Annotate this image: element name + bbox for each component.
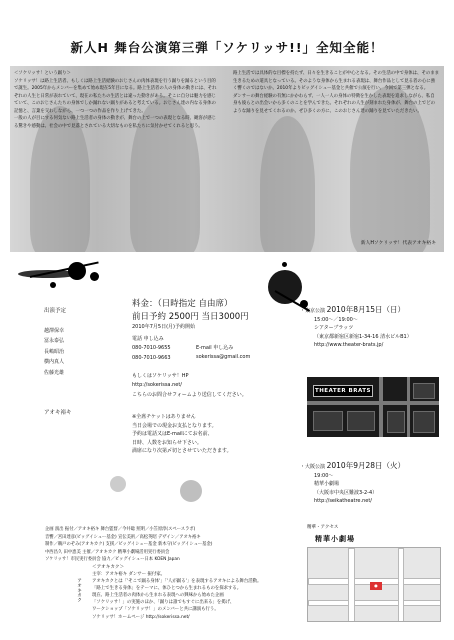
map-road (379, 377, 383, 437)
theater-brats-sign: THEATER BRATS (313, 385, 373, 397)
map-block (387, 411, 405, 433)
osaka-date: 2010年9月28日（火） (326, 461, 406, 470)
note-line: 満席になり次第〆切とさせていただきます。 (132, 448, 232, 455)
note-line: 予約は電話又はE-mailにてお名前、 (132, 431, 213, 438)
ink-splatter (268, 270, 302, 304)
cast-label: 出演予定 (44, 308, 67, 314)
intro-text-right: 路上生活では具体的な目標を持たず、日々を生きることが中心となる。その生活の中で身体は、そのまま生きるための道具となっている。そのような身体から生まれる表現は、舞台作品として見る者の心に強く響くのではないか。2010年よりビッグイシュー基金と共催で公演を行い、今回で第三弾となる。 ダンサーの舞台経験の有無にかかわらず、一人一人の身体の特徴を生かした表現を追求しながら、私自身も彼らとの出会いから多くのことを学んできた。それぞれの人生が刻まれた身体が、舞台の上でどのような踊りを見せてくれるのか。ぜひ多くの方に、このおじさん達の踊りを見ていただきたい。 (233, 71, 440, 114)
ticket-price: 前日予約 2500円 当日3000円 (132, 312, 249, 322)
about-text: 主宰：アオキ裕キ ダンサー 振付家。 アオキカクとは「'そこで踊る身体'」「'人が踊る'」を表現するアオキによる舞台活動。 「路上で生きる身体」をテーマに、体ひとつから生まれるものを探求する。 現在、路上生活者の肉体から生まれる表現への興味から始めた企画 「ソケリッサ！」の実施のほか、「踊りは誰でもすぐに出来る」を掲げ、 ワークショップ「ソケリッサ！」のメンバーと共に講演も行う。 ソケリッサ！ホームページ http://sokerissa.net/ (92, 572, 262, 620)
tokyo-venue-name: シアターブラッツ (314, 325, 354, 332)
ticket-title: 料金：（日時指定 自由席） (132, 299, 233, 309)
cast-member: 佐藤光雄 (44, 369, 65, 376)
email-address[interactable]: sokerissa@gmail.com (196, 354, 251, 361)
tokyo-time: 15:00〜／19:00〜 (314, 316, 358, 323)
tokyo-venue (300, 306, 412, 350)
cast-leader: アオキ裕キ (44, 410, 72, 416)
staff-credits: 企画 演出 振付／アオキ裕キ 舞台監督／今井聡 照明／小笠原淳(スペースラボ) 音響／宮田達彦(ビッグイシュー基金) 宣伝美術／高松英昭 デザイン／アオキ裕キ 制作／鵜戸のぞみ(アオキカク) 支援／ビッグイシュー基金 新木守(ビッグイシュー基金) 中西昌久 田中恵美 主催／アオキカク 精華小劇場活用実行委員会 ソケリッサ！市民実行委員会 協力／ビッグイシュー日本 KOEN Japan (45, 527, 213, 563)
email-contact (196, 344, 250, 363)
cast-list (44, 326, 64, 378)
osaka-time: 19:00〜 (314, 472, 334, 479)
osaka-url[interactable]: http://seikatheatre.net/ (314, 498, 372, 505)
tokyo-label: ・東京公演 (300, 308, 326, 314)
about-heading: ＜アオキカク＞ (92, 565, 125, 570)
phone-contact (132, 335, 171, 363)
cast-member: 冨永泰弘 (44, 338, 65, 345)
venue-pin: ● (370, 582, 382, 590)
map-block (413, 411, 435, 433)
note-line: 当日会場での現金お支払となります。 (132, 422, 217, 429)
ink-splatter (282, 262, 287, 267)
map-block (313, 411, 343, 431)
homepage-note: こちらのお問合せフォームより送信してください。 (132, 391, 247, 398)
phone-label: 電話 申し込み (132, 336, 164, 342)
ink-splatter (180, 480, 202, 502)
note-line: ※全席チケットはありません (132, 414, 196, 420)
note-line: 日時、人数をお知らせ下さい。 (132, 439, 202, 446)
ink-splatter (110, 476, 126, 492)
map-road (407, 377, 410, 437)
reservation-notes (132, 413, 282, 456)
homepage-contact (132, 372, 247, 400)
map-road (348, 548, 355, 622)
tokyo-url[interactable]: http://www.theater-brats.jp/ (314, 342, 384, 349)
ink-splatter (50, 282, 56, 288)
homepage-link[interactable]: http://sokerissa.net/ (132, 382, 182, 389)
page-title: 新人H 舞台公演第三弾「ソケリッサ!!」全知全能！ (70, 40, 384, 55)
osaka-address: （大阪市中央区難波3-2-4） (314, 489, 378, 496)
map-road (307, 401, 439, 405)
phone-number[interactable]: 080-7010-9663 (132, 354, 171, 361)
osaka-venue (300, 462, 405, 506)
map-road (308, 600, 441, 606)
cast-member: 長嶋昭治 (44, 348, 65, 355)
performance-photo (10, 66, 444, 252)
aokikaku-vertical-label: アオキカク (76, 578, 81, 602)
intro-signature: 新人Hソケリッサ！代表アオキ裕キ (360, 241, 436, 246)
reservation-start-date: 2010年7月5日(月)予約開始 (132, 324, 195, 330)
osaka-label: ・大阪公演 (300, 464, 326, 470)
map-block (347, 411, 375, 431)
ink-splatter (90, 272, 99, 281)
email-label: E-mail 申し込み (196, 345, 234, 351)
homepage-label: もしくはソケリッサ！HP (132, 373, 189, 379)
tokyo-date: 2010年8月15日（日） (326, 305, 406, 314)
photo-figure (260, 116, 315, 252)
seika-logo: 精華小劇場 (315, 535, 355, 543)
cast-member: 越澤保幸 (44, 328, 65, 334)
map-road (398, 548, 404, 622)
osaka-venue-name: 精華小劇場 (314, 481, 340, 488)
osaka-access-label: 精華・アクセス (307, 525, 339, 530)
map-block (413, 383, 435, 399)
phone-number[interactable]: 080-7010-9655 (132, 345, 171, 352)
osaka-map (307, 547, 441, 622)
tokyo-address: （東京都新宿区新宿1-34-16 清水ビルB1） (314, 333, 412, 340)
cast-member: 横内真人 (44, 359, 65, 366)
tokyo-map (307, 377, 439, 437)
intro-text-left: ＜ソケリッサ！という踊り＞ ソケリッサ！は路上生活者、もしくは路上生活経験のおじさんの肉体表現を行う踊りを踊るという目的で誕生。2005年からメンバーを集めて始め現在5年目になる。路上生活者の人の身体の動きには、それぞれの人生と日常が表れていて、現在の私たちの生活とは違った動きがある。そこに自分は魅力を感じていて、このおじさんたちの身体でしか踊れない踊りがあると考えている。おじさん達の内なる身体の記憶と、言葉を交わしながら、一つ一つの作品を作り上げてきた。 一般の人が目にする何気ない路上生活者の身体の動きが、舞台の上で一つの表現となる時、観客が感じる驚きや感動は、社会の中で見落とされている大切なものを私たちに気付かせてくれると思う。 (14, 71, 217, 129)
